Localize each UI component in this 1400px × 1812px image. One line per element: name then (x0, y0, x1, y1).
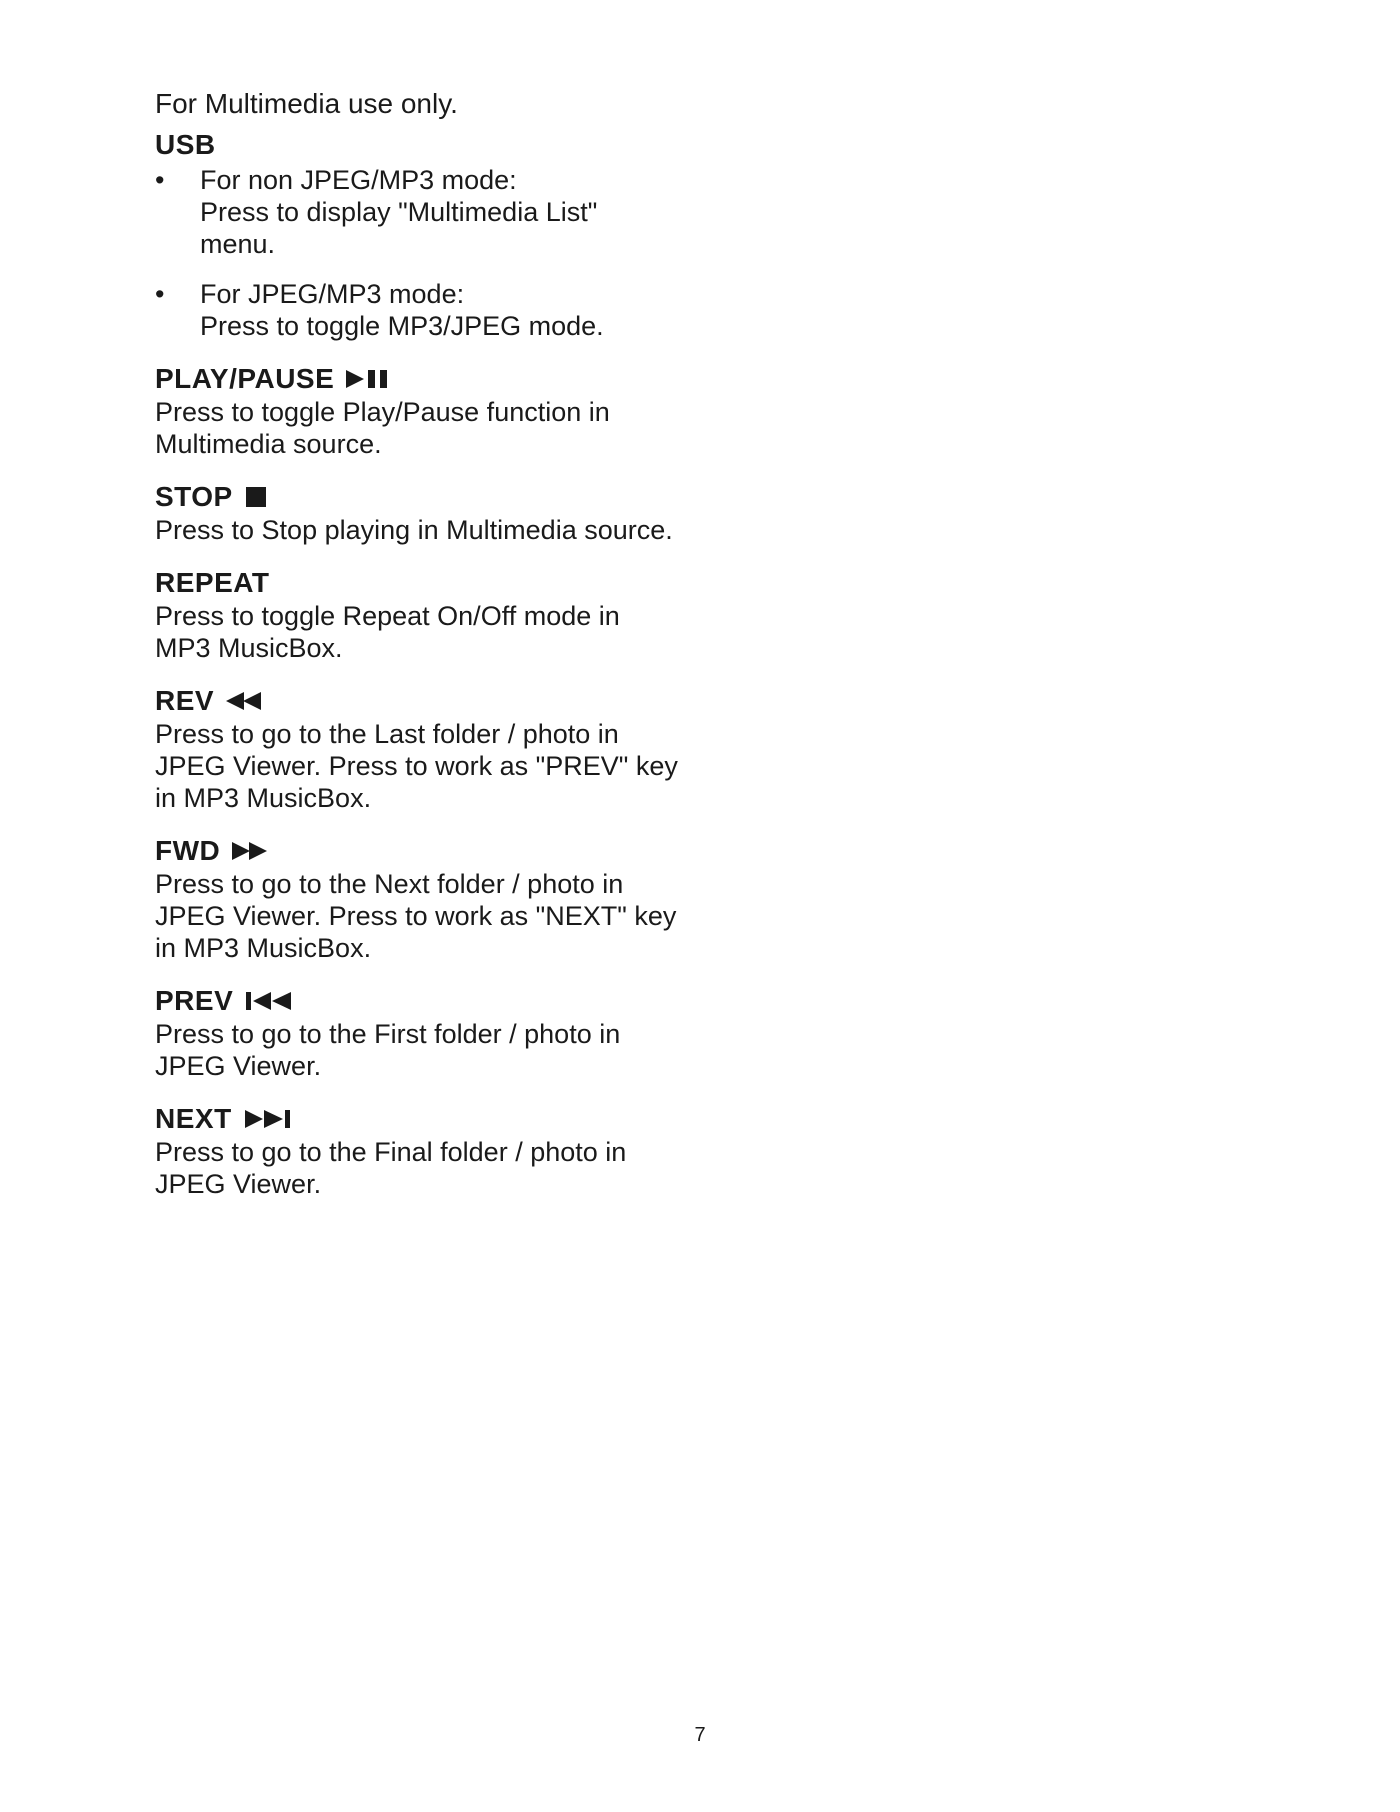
stop-description (155, 514, 775, 546)
play-pause-description (155, 396, 775, 460)
section-title-usb (155, 128, 775, 162)
section-next (155, 1102, 775, 1200)
prev-description (155, 1018, 775, 1082)
fast-forward-icon (232, 839, 268, 863)
usb-bullet-list (155, 164, 775, 342)
stop-title: STOP (155, 481, 233, 512)
next-description (155, 1136, 775, 1200)
usb-bullet-item (155, 278, 775, 342)
usb-bullet-line: Press to display "Multimedia List" (200, 197, 598, 227)
play-pause-title: PLAY/PAUSE (155, 363, 335, 394)
desc-line: in MP3 MusicBox. (155, 783, 372, 813)
bullet-icon: • (155, 165, 165, 195)
section-title-repeat (155, 566, 775, 600)
section-title-fwd (155, 834, 775, 868)
desc-line: Press to Stop playing in Multimedia source. (155, 515, 673, 545)
page-number: 7 (694, 1724, 706, 1746)
desc-line: Press to go to the Last folder / photo in (155, 719, 619, 749)
section-fwd (155, 834, 775, 964)
usb-bullet-item (155, 164, 775, 260)
skip-next-icon (244, 1107, 300, 1131)
desc-line: Press to go to the Next folder / photo in (155, 869, 624, 899)
section-title-rev (155, 684, 775, 718)
repeat-description (155, 600, 775, 664)
desc-line: JPEG Viewer. Press to work as "PREV" key (155, 751, 678, 781)
section-rev (155, 684, 775, 814)
skip-previous-icon (245, 989, 301, 1013)
section-stop (155, 480, 775, 546)
usb-bullet-line: Press to toggle MP3/JPEG mode. (200, 311, 604, 341)
desc-line: Press to go to the Final folder / photo in (155, 1137, 627, 1167)
desc-line: JPEG Viewer. Press to work as "NEXT" key (155, 901, 677, 931)
desc-line: in MP3 MusicBox. (155, 933, 372, 963)
desc-line: Multimedia source. (155, 429, 382, 459)
usb-bullet-line: For JPEG/MP3 mode: (200, 279, 465, 309)
rewind-icon (226, 689, 262, 713)
desc-line: MP3 MusicBox. (155, 633, 343, 663)
fwd-description (155, 868, 775, 964)
next-title: NEXT (155, 1103, 232, 1134)
section-title-play-pause (155, 362, 775, 396)
rev-description (155, 718, 775, 814)
section-title-prev (155, 984, 775, 1018)
prev-title: PREV (155, 985, 234, 1016)
fwd-title: FWD (155, 835, 221, 866)
intro-text: For Multimedia use only. (155, 88, 458, 119)
bullet-icon: • (155, 279, 165, 309)
section-repeat (155, 566, 775, 664)
stop-icon (245, 485, 267, 509)
section-usb (155, 128, 775, 342)
usb-title: USB (155, 129, 216, 160)
play-pause-icon (346, 367, 390, 391)
section-title-next (155, 1102, 775, 1136)
section-play-pause (155, 362, 775, 460)
manual-content (155, 88, 775, 1220)
desc-line: Press to go to the First folder / photo in (155, 1019, 621, 1049)
desc-line: JPEG Viewer. (155, 1169, 322, 1199)
section-title-stop (155, 480, 775, 514)
usb-bullet-line: menu. (200, 229, 276, 259)
desc-line: Press to toggle Play/Pause function in (155, 397, 610, 427)
desc-line: JPEG Viewer. (155, 1051, 322, 1081)
rev-title: REV (155, 685, 215, 716)
desc-line: Press to toggle Repeat On/Off mode in (155, 601, 620, 631)
section-prev (155, 984, 775, 1082)
usb-bullet-line: For non JPEG/MP3 mode: (200, 165, 517, 195)
repeat-title: REPEAT (155, 567, 270, 598)
